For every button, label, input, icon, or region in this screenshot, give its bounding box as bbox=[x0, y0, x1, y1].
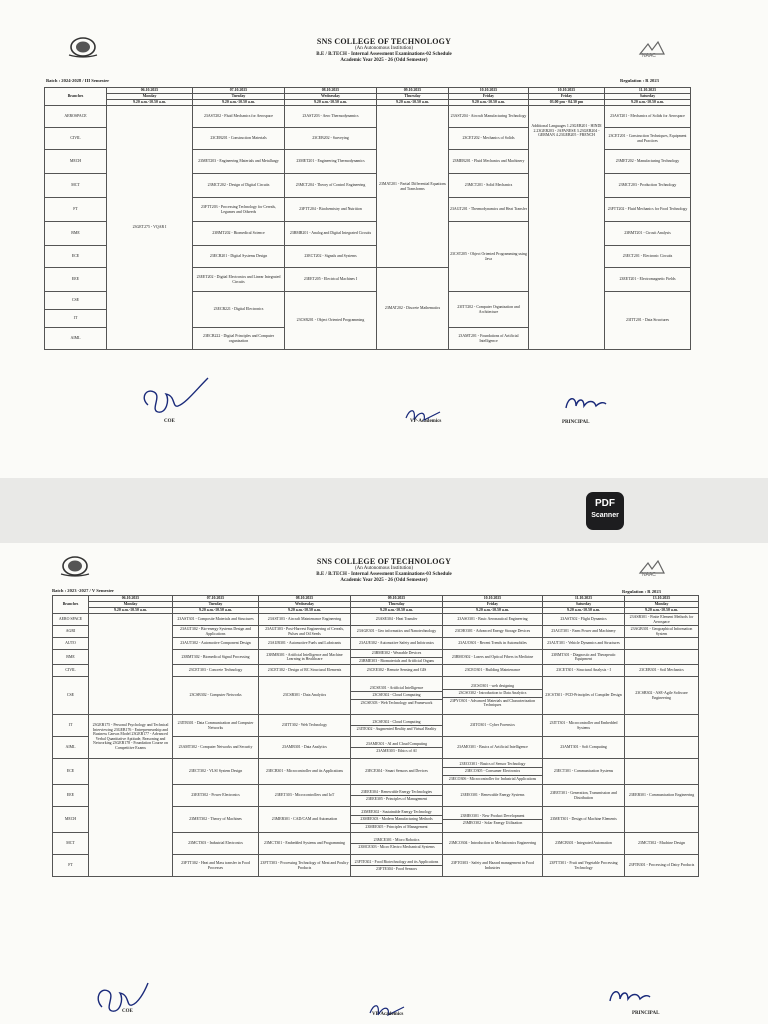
exam-cell bbox=[351, 677, 443, 715]
time-cell: 9.20 a.m.-10.50 a.m. bbox=[89, 608, 173, 614]
branch-cell: CIVIL bbox=[45, 128, 107, 150]
principal-signature-icon bbox=[604, 983, 654, 1007]
header-block bbox=[0, 557, 768, 584]
exam-cell: 23FTT302 - Heat and Mass transfer in Food Processes bbox=[173, 855, 259, 877]
exam-cell: 23EET302 - Power Electronics bbox=[173, 785, 259, 807]
branch-cell: AERO SPACE bbox=[53, 614, 89, 626]
exam-cell: 23ITT201 - Data Structures bbox=[605, 292, 691, 350]
exam-cell: 23EET201 - Electromagnetic Fields bbox=[605, 268, 691, 292]
exam-subject: 23EEE305 - Principles of Management bbox=[351, 795, 442, 803]
exam-cell: 23EEB301 - Communication Engineering bbox=[625, 785, 699, 807]
day-cell: Friday bbox=[449, 94, 529, 100]
exam-cell: 23MAT202 - Discrete Mathematics bbox=[377, 268, 449, 350]
date-cell: 10.10.2025 bbox=[449, 88, 529, 94]
exam-subject: 23MCE301 - Micro Robotics bbox=[373, 837, 420, 842]
pdf-scanner-badge bbox=[586, 492, 624, 530]
batch-label: Batch : 2024-2028 / III Semester bbox=[46, 78, 110, 83]
exam-subject: 23AMO301 - Basics of Artificial Intelligence bbox=[457, 745, 528, 750]
timetable-ia2 bbox=[44, 87, 691, 350]
time-cell: 9.20 a.m.-10.50 a.m. bbox=[605, 100, 691, 106]
branch-cell: CSE bbox=[53, 677, 89, 715]
exam-subject: 23MEO301 - New Product Development bbox=[460, 813, 525, 818]
date-cell: 07.10.2025 bbox=[193, 88, 285, 94]
exam-cell: 23AUB301 - Automotive Fuels and Lubricants bbox=[259, 638, 351, 650]
regulation-label: Regulation : R 2023 bbox=[620, 78, 659, 83]
exam-subject: 23AME301 - AI and Cloud Computing bbox=[365, 741, 428, 746]
exam-cell: 23AGT303 - Post-Harvest Engineering of Cereals, Pulses and Oil Seeds bbox=[259, 626, 351, 638]
exam-cell: 23CSB201 - Object Oriented Programming bbox=[285, 292, 377, 350]
branch-cell: MCT bbox=[45, 174, 107, 198]
exam-cell: 23FTT303 - Processing Technology of Meat and Poultry Products bbox=[259, 855, 351, 877]
exam-cell: 23ECB301 - Microcontroller and its Applications bbox=[259, 759, 351, 785]
coe-signature-icon bbox=[136, 370, 216, 420]
exam-subject: 23MEO302 - Solar Energy Utilization bbox=[443, 819, 542, 827]
exam-subject: 23MEE302 - Sustainable Energy Technology bbox=[361, 809, 432, 814]
exam-cell: 23ECT202 - Signals and Systems bbox=[285, 246, 377, 268]
exam-subject: 23CSO301 - web designing bbox=[470, 683, 515, 688]
exam-cell bbox=[351, 638, 443, 650]
exam-cell: 23AUT301 - Vehicle Dynamics and Structures bbox=[543, 638, 625, 650]
exam-cell: 23MCT201 - Solid Mechanics bbox=[449, 174, 529, 198]
exam-subject: 23ASE304 - Heat Transfer bbox=[375, 617, 418, 622]
day-cell: Friday bbox=[443, 602, 543, 608]
exam-subject: 23CHO301 - Advanced Energy Storage Devices bbox=[454, 629, 531, 634]
exam-subject: 23ECE304 - Smart Sensors and Devices bbox=[365, 769, 428, 774]
exam-subject: 23CSE302 - Cloud Computing bbox=[372, 719, 421, 724]
exam-cell bbox=[443, 855, 543, 877]
exam-cell bbox=[443, 626, 543, 638]
svg-text:NAAC: NAAC bbox=[642, 53, 656, 58]
branch-cell: AIML bbox=[45, 328, 107, 350]
exam-cell bbox=[625, 737, 699, 759]
exam-cell bbox=[625, 638, 699, 650]
branch-cell: CIVIL bbox=[53, 665, 89, 677]
exam-cell: 23MET202 - Manufacturing Technology bbox=[605, 150, 691, 174]
date-cell: 06.10.2025 bbox=[89, 596, 173, 602]
exam-cell: 23EET205 - Electrical Machines I bbox=[285, 268, 377, 292]
exam-title: B.E / B.TECH - Internal Assessment Examinations-02 Schedule bbox=[316, 52, 452, 57]
exam-cell: 23AST202 - Fluid Mechanics for Aerospace bbox=[193, 106, 285, 128]
exam-cell: 23ECB222 - Digital Principles and Computer organization bbox=[193, 328, 285, 350]
exam-cell bbox=[625, 759, 699, 785]
pdf-badge-text: PDF bbox=[595, 498, 615, 509]
exam-cell bbox=[443, 833, 543, 855]
day-cell: Friday bbox=[529, 94, 605, 100]
branch-cell: IT bbox=[45, 310, 107, 328]
exam-subject: 23ECO301 - Basics of Sensor Technology bbox=[459, 761, 526, 766]
exam-subject: 23MEE305 - Principles of Management bbox=[351, 823, 442, 831]
exam-cell: 23MAT201 - Partial Differential Equations and Transforms bbox=[377, 106, 449, 268]
date-cell: 11.10.2025 bbox=[605, 88, 691, 94]
exam-cell bbox=[443, 807, 543, 833]
exam-cell: 23ITT301 - Microcontroller and Embedded Systems bbox=[543, 715, 625, 737]
exam-cell bbox=[625, 807, 699, 833]
exam-cell: 23CET301 - Structural Analysis - I bbox=[543, 665, 625, 677]
branches-header: Branches bbox=[45, 88, 107, 106]
exam-cell: 23BMT202 - Biomedical Science bbox=[193, 222, 285, 246]
branch-cell: BME bbox=[45, 222, 107, 246]
principal-label: PRINCIPAL bbox=[562, 420, 590, 425]
exam-cell bbox=[625, 715, 699, 737]
exam-cell bbox=[351, 614, 443, 626]
exam-cell: 23ECT301 - Communication Systems bbox=[543, 759, 625, 785]
exam-cell: 23BMT302 - Biomedical Signal Processing bbox=[173, 650, 259, 665]
exam-cell bbox=[625, 650, 699, 665]
day-cell: Wednesday bbox=[259, 602, 351, 608]
exam-cell: 23MCT204 - Theory of Control Engineering bbox=[285, 174, 377, 198]
exam-cell: 23AST303 - Aircraft Maintenance Engineering bbox=[259, 614, 351, 626]
exam-cell: 23AST204 - Aircraft Manufacturing Technology bbox=[449, 106, 529, 128]
branch-cell: BME bbox=[53, 650, 89, 665]
exam-cell: 23ECB221 - Digital Electronics bbox=[193, 292, 285, 328]
exam-subject: 23AUO301 - Recent Trends in Automobiles bbox=[458, 641, 527, 646]
time-cell: 9.20 a.m.-10.50 a.m. bbox=[259, 608, 351, 614]
exam-cell bbox=[351, 785, 443, 807]
date-cell: 07.10.2025 bbox=[173, 596, 259, 602]
exam-subject: 23BME302 - Wearable Devices bbox=[371, 651, 422, 655]
exam-cell: 23BMB201 - Analog and Digital Integrated Circuits bbox=[285, 222, 377, 246]
time-cell: 9.20 a.m.-10.50 a.m. bbox=[173, 608, 259, 614]
exam-cell: 23MCB301 - Integrated Automation bbox=[543, 833, 625, 855]
exam-cell: 23AST203 - Aero Thermodynamics bbox=[285, 106, 377, 128]
exam-cell bbox=[443, 638, 543, 650]
time-cell: 9.20 a.m.-10.50 a.m. bbox=[449, 100, 529, 106]
exam-cell: 23FTT301 - Fruit and Vegetable Processing Technology bbox=[543, 855, 625, 877]
exam-cell bbox=[443, 785, 543, 807]
exam-cell: 23MET201 - Engineering Thermodynamics bbox=[285, 150, 377, 174]
date-cell: 11.10.2025 bbox=[543, 596, 625, 602]
exam-subject: 23FTO303 - Safety and Hazard management in Food Industries bbox=[451, 861, 534, 870]
exam-cell: 23CET302 - Design of RC Structural Elements bbox=[259, 665, 351, 677]
exam-cell: 23AUT302 - Automotive Component Design bbox=[173, 638, 259, 650]
exam-cell: 23ECB201 - Digital Systems Design bbox=[193, 246, 285, 268]
time-cell: 9.20 a.m.-10.50 a.m. bbox=[193, 100, 285, 106]
principal-label: PRINCIPAL bbox=[632, 1011, 660, 1016]
exam-cell bbox=[351, 737, 443, 759]
exam-cell bbox=[89, 759, 173, 877]
exam-cell: 23BMT201 - Circuit Analysis bbox=[605, 222, 691, 246]
coe-label: COE bbox=[122, 1009, 133, 1014]
exam-cell: 23CST301 - PCD-Principles of Compiler Design bbox=[543, 677, 625, 715]
exam-cell: 23AST201 - Mechanics of Solids for Aerospace bbox=[605, 106, 691, 128]
branch-cell: CSE bbox=[45, 292, 107, 310]
exam-cell: 23FTT202 - Fluid Mechanics for Food Technology bbox=[605, 198, 691, 222]
exam-cell: 23MEB301 - CAD/CAM and Automation bbox=[259, 807, 351, 833]
academic-year: Academic Year 2025 - 26 (Odd Semester) bbox=[340, 578, 428, 583]
exam-cell: 23MET301 - Design of Machine Elements bbox=[543, 807, 625, 833]
exam-cell: 23CSB302 - Computer Networks bbox=[173, 677, 259, 715]
exam-cell: 23CSB302 - ASE-Agile Software Engineering bbox=[625, 677, 699, 715]
exam-cell: 23ASB301 - Finite Element Methods for Aerospace bbox=[625, 614, 699, 626]
day-cell: Monday bbox=[107, 94, 193, 100]
exam-cell bbox=[443, 650, 543, 665]
exam-subject: 23CSO302 - Introduction to Data Analytics bbox=[443, 689, 542, 697]
time-cell: 9.20 a.m.-10.50 a.m. bbox=[377, 100, 449, 106]
day-cell: Saturday bbox=[543, 602, 625, 608]
exam-cell bbox=[351, 715, 443, 737]
college-name: SNS COLLEGE OF TECHNOLOGY bbox=[316, 557, 452, 566]
exam-subject: 23MCE303 - Micro Electro Mechanical Systems bbox=[351, 843, 442, 851]
exam-subject: 23PYO301 - Advanced Materials and Characterization Techniques bbox=[443, 697, 542, 709]
exam-cell bbox=[351, 665, 443, 677]
branch-cell: FT bbox=[45, 198, 107, 222]
branches-header: Branches bbox=[53, 596, 89, 614]
day-cell: Monday bbox=[89, 602, 173, 608]
exam-cell: 23MCT303 - Industrial Electronics bbox=[173, 833, 259, 855]
branch-cell: MCT bbox=[53, 833, 89, 855]
date-cell: 10.10.2025 bbox=[443, 596, 543, 602]
vp-academics-label: VP-Academics bbox=[410, 419, 442, 424]
exam-subject: 23FTE304 - Food Sensors bbox=[351, 865, 442, 873]
principal-signature-icon bbox=[560, 390, 610, 414]
exam-cell: 23GEB175 - Personal Psychology and Technical Interviewing 23GEB176 - Entrepreneurship and Business Canvas Model 23GEB177 - Advanced Verbal Quantitative Aptitude, Reasoning and Networking 23GEB178 - Foundation Course on Competitive Exams bbox=[89, 715, 173, 759]
exam-cell bbox=[443, 677, 543, 715]
exam-cell: 23AMB301 - Data Analytics bbox=[259, 737, 351, 759]
exam-subject: 23MEE303 - Modern Manufacturing Methods bbox=[351, 815, 442, 823]
exam-subject: 23FTE302 - Food Biotechnology and its Applications bbox=[354, 859, 439, 864]
exam-subject: 23ITE302 - Augmented Reality and Virtual Reality bbox=[351, 725, 442, 733]
exam-cell: 23AGT301 - Farm Power and Machinery bbox=[543, 626, 625, 638]
exam-cell: 23ITB301 - Data Communication and Computer Networks bbox=[173, 715, 259, 737]
time-cell: 9.20 a.m.-10.50 a.m. bbox=[625, 608, 699, 614]
autonomous-note: (An Autonomous Institution) bbox=[354, 566, 414, 571]
time-cell: 9.20 a.m.-10.50 a.m. bbox=[443, 608, 543, 614]
date-cell: 10.10.2025 bbox=[529, 88, 605, 94]
exam-title: B.E / B.TECH - Internal Assessment Examinations-03 Schedule bbox=[316, 572, 452, 577]
time-cell: 9.20 a.m.-10.50 a.m. bbox=[543, 608, 625, 614]
date-cell: 09.10.2025 bbox=[377, 88, 449, 94]
exam-subject: 23EEO301 - Renewable Energy Systems bbox=[460, 793, 525, 798]
timetable-ia3 bbox=[52, 595, 699, 877]
exam-subject: 23CEE302 - Remote Sensing and GIS bbox=[366, 668, 427, 673]
regulation-label: Regulation : R 2023 bbox=[622, 589, 661, 594]
exam-cell: 23CET303 - Concrete Technology bbox=[173, 665, 259, 677]
time-cell: 9.20 a.m.-10.50 a.m. bbox=[107, 100, 193, 106]
exam-subject: 23ECO306 - Microcontroller for Industrial Applications bbox=[443, 775, 542, 783]
exam-cell: 23FTT204 - Biochemistry and Nutrition bbox=[285, 198, 377, 222]
exam-cell: 23ECT302 - VLSI System Design bbox=[173, 759, 259, 785]
exam-cell: 23MCT202 - Design of Digital Circuits bbox=[193, 174, 285, 198]
date-cell: 13.10.2025 bbox=[625, 596, 699, 602]
branch-cell: AGRI bbox=[53, 626, 89, 638]
exam-cell bbox=[443, 665, 543, 677]
exam-cell bbox=[351, 855, 443, 877]
college-name: SNS COLLEGE OF TECHNOLOGY bbox=[316, 37, 452, 46]
exam-cell bbox=[443, 614, 543, 626]
exam-cell: 23MEB201 - Fluid Mechanics and Machinery bbox=[449, 150, 529, 174]
day-cell: Saturday bbox=[605, 94, 691, 100]
exam-cell: 23FTB301 - Processing of Dairy Products bbox=[625, 855, 699, 877]
branch-cell: AUTO bbox=[53, 638, 89, 650]
exam-cell: 23BMB301 - Artificial Intelligence and Machine Learning in Healthcare bbox=[259, 650, 351, 665]
exam-subject: 23AGE301 - Geo informatics and Nanotechnology bbox=[356, 629, 437, 634]
exam-cell bbox=[89, 614, 173, 715]
branch-cell: FT bbox=[53, 855, 89, 877]
day-cell: Monday bbox=[625, 602, 699, 608]
exam-cell: 23EET303 - Microcontrollers and IoT bbox=[259, 785, 351, 807]
branch-cell: IT bbox=[53, 715, 89, 737]
schedule-page-1 bbox=[0, 0, 768, 478]
exam-cell bbox=[443, 715, 543, 737]
exam-subject: 23BMO302 - Lasers and Optical Fibers in Medicine bbox=[451, 654, 534, 659]
scan-gap bbox=[0, 478, 768, 543]
schedule-page-2 bbox=[0, 543, 768, 1024]
exam-cell: 23ITT302 - Web Technology bbox=[259, 715, 351, 737]
exam-cell bbox=[351, 807, 443, 833]
header-block bbox=[0, 37, 768, 64]
exam-cell: 23CEB301 - Soil Mechanics bbox=[625, 665, 699, 677]
exam-cell: 23MCT302 - Machine Design bbox=[625, 833, 699, 855]
coe-label: COE bbox=[164, 419, 175, 424]
branch-cell: MECH bbox=[45, 150, 107, 174]
exam-cell: 23AGB301 - Geographical Information System bbox=[625, 626, 699, 638]
batch-label: Batch : 2023 -2027 / V Semester bbox=[52, 588, 115, 593]
time-cell: 9.20 a.m.-10.50 a.m. bbox=[285, 100, 377, 106]
exam-cell: 23AMT201 - Foundations of Artificial Intelligence bbox=[449, 328, 529, 350]
exam-cell: 23FTT203 - Processing Technology for Cereals, Legumes and Oilseeds bbox=[193, 198, 285, 222]
exam-cell: 23ITT202 - Computer Organization and Architecture bbox=[449, 292, 529, 328]
exam-cell: 23ECT201 - Electronic Circuits bbox=[605, 246, 691, 268]
exam-subject: 23AME303 - Ethics of AI bbox=[351, 747, 442, 755]
exam-subject: 23CSE303 - Web Technology and Framework bbox=[351, 699, 442, 707]
time-cell: 03.00 pm - 04.30 pm bbox=[529, 100, 605, 106]
exam-cell bbox=[351, 759, 443, 785]
exam-cell: 23MCT301 - Embedded Systems and Programming bbox=[259, 833, 351, 855]
exam-subject: 23BME303 - Biomaterials and Artificial Organs bbox=[351, 657, 442, 665]
exam-cell: 23BMT301 - Diagnostic and Therapeutic Equipment bbox=[543, 650, 625, 665]
scanner-badge-text: Scanner bbox=[591, 512, 619, 519]
exam-cell: 23CET202 - Mechanics of Solids bbox=[449, 128, 529, 150]
exam-cell: 23CET201 - Construction Techniques, Equipment and Practices bbox=[605, 128, 691, 150]
exam-cell: 23MET203 - Engineering Materials and Metallurgy bbox=[193, 150, 285, 174]
branch-cell: AEROSPACE bbox=[45, 106, 107, 128]
exam-cell: 23CSB301 - Data Analytics bbox=[259, 677, 351, 715]
exam-cell: 23AGT302 - Bio-energy Systems Design and Applications bbox=[173, 626, 259, 638]
time-cell: 9.20 a.m.-10.50 a.m. bbox=[351, 608, 443, 614]
date-cell: 09.10.2025 bbox=[351, 596, 443, 602]
exam-cell: 23AMT302 - Computer Networks and Security bbox=[173, 737, 259, 759]
exam-cell: 23AST302 - Flight Dynamics bbox=[543, 614, 625, 626]
exam-cell: 23EET301 - Generation, Transmission and Distribution bbox=[543, 785, 625, 807]
exam-subject: 23CSE301 - Artificial Intelligence bbox=[369, 685, 424, 690]
exam-subject: 23ECO305 - Consumer Electronics bbox=[443, 767, 542, 775]
exam-subject: 23EEE304 - Renewable Energy Technologies bbox=[360, 789, 433, 794]
exam-cell: 23CST205 - Object Oriented Programming using Java bbox=[449, 222, 529, 292]
exam-cell bbox=[351, 626, 443, 638]
exam-cell: 23AST301 - Composite Materials and Structures bbox=[173, 614, 259, 626]
date-cell: 06.10.2025 bbox=[107, 88, 193, 94]
date-cell: 08.10.2025 bbox=[259, 596, 351, 602]
exam-cell: 23AGT201 - Thermodynamics and Heat Transfer bbox=[449, 198, 529, 222]
date-cell: 08.10.2025 bbox=[285, 88, 377, 94]
exam-cell: 23EET202 - Digital Electronics and Linear Integrated Circuits bbox=[193, 268, 285, 292]
exam-subject: 23ASO301 - Basic Aeronautical Engineering bbox=[457, 617, 528, 622]
exam-cell bbox=[351, 833, 443, 855]
exam-cell: 23AMT301 - Soft Computing bbox=[543, 737, 625, 759]
day-cell: Thursday bbox=[377, 94, 449, 100]
exam-cell bbox=[351, 650, 443, 665]
branch-cell: MECH bbox=[53, 807, 89, 833]
exam-cell: 23MET302 - Theory of Machines bbox=[173, 807, 259, 833]
day-cell: Tuesday bbox=[173, 602, 259, 608]
exam-subject: 23MCO304 - Introduction to Mechatronics Engineering bbox=[448, 841, 537, 846]
day-cell: Tuesday bbox=[193, 94, 285, 100]
exam-cell bbox=[443, 759, 543, 785]
branch-cell: AIML bbox=[53, 737, 89, 759]
exam-cell: 23MCT203 - Production Technology bbox=[605, 174, 691, 198]
svg-text:NAAC: NAAC bbox=[642, 572, 656, 577]
additional-languages-text: Additional Languages 1.23GEB201 - HINDI 2.23GEB203 - JAPANESE 3.23GEB204 - GERMAN 4.23GEB205 - FRENCH bbox=[531, 124, 602, 138]
day-cell: Thursday bbox=[351, 602, 443, 608]
branch-cell: ECE bbox=[53, 759, 89, 785]
branch-cell: EEE bbox=[45, 268, 107, 292]
day-cell: Wednesday bbox=[285, 94, 377, 100]
academic-year: Academic Year 2025 - 26 (Odd Semester) bbox=[340, 58, 428, 63]
branch-cell: ECE bbox=[45, 246, 107, 268]
exam-cell: 23GET275 - VQAR I bbox=[107, 106, 193, 350]
vp-academics-label: VP-Academics bbox=[372, 1012, 404, 1017]
autonomous-note: (An Autonomous Institution) bbox=[354, 46, 414, 51]
exam-cell: 23CEB202 - Surveying bbox=[285, 128, 377, 150]
exam-cell: 23CEB201 - Construction Materials bbox=[193, 128, 285, 150]
exam-subject: 23ITO301 - Cyber Forensics bbox=[470, 723, 515, 728]
branch-cell: EEE bbox=[53, 785, 89, 807]
exam-subject: 23CEO301 - Building Maintenance bbox=[464, 668, 521, 673]
exam-cell bbox=[529, 106, 605, 350]
exam-cell bbox=[443, 737, 543, 759]
exam-subject: 23CSE302 - Cloud Computing bbox=[351, 691, 442, 699]
exam-subject: 23AUE302 - Automotive Safety and Infotronics bbox=[359, 641, 434, 646]
